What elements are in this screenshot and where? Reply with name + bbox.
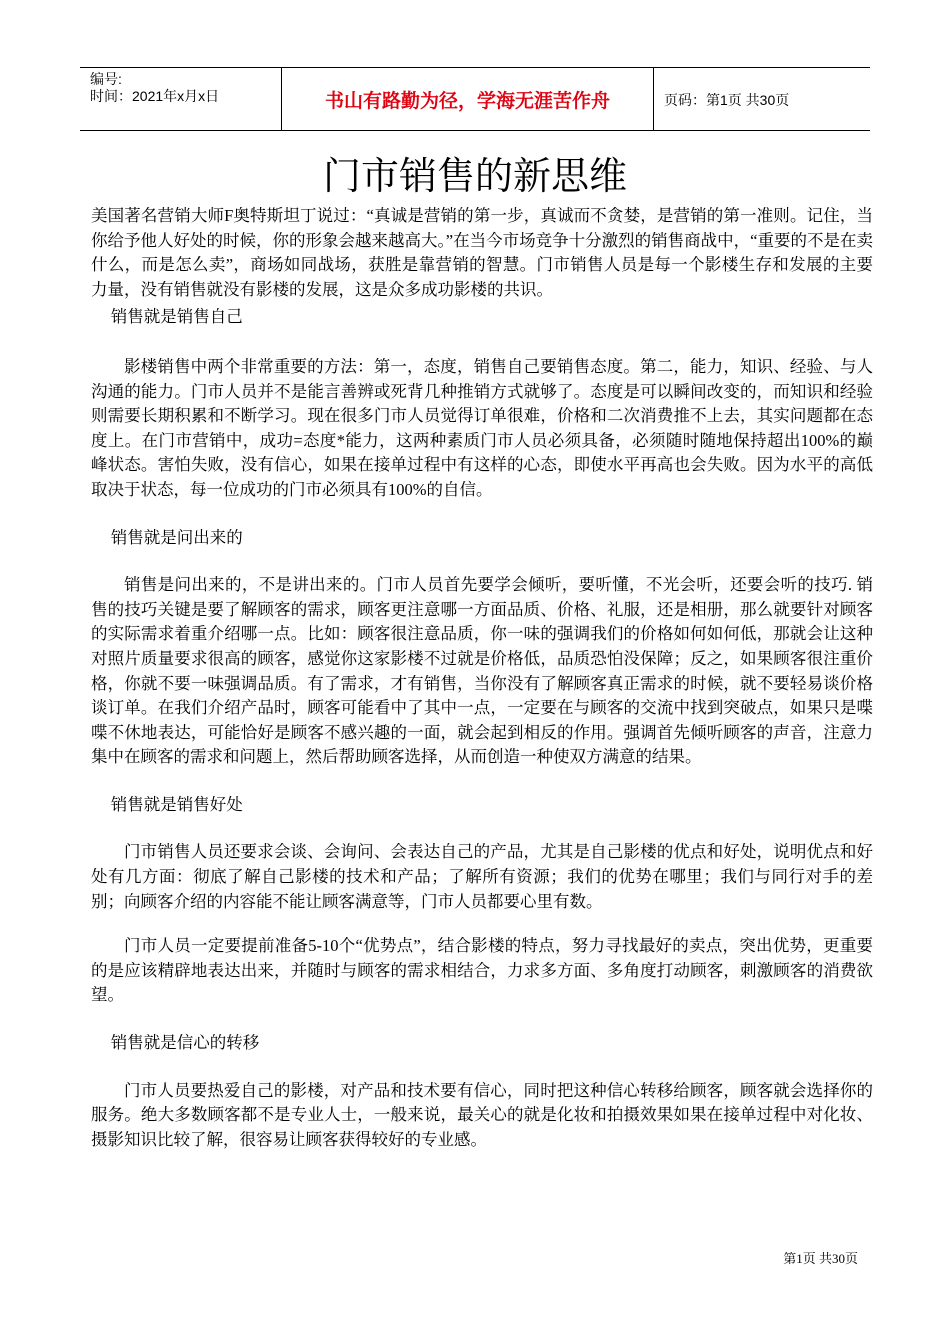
body-paragraph: 销售是问出来的，不是讲出来的。门市人员首先要学会倾听，要听懂，不光会听，还要会听的技巧. 销售的技巧关键是要了解顾客的需求，顾客更注意哪一方面品质、价格、礼服，还是相册，那么就要针对顾客的实际需求着重介绍哪一点。比如：顾客很注意品质，你一味的强调我们的价格如何如何低，那就会让这种对照片质量要求很高的顾客，感觉你这家影楼不过就是价格低，品质恐怕没保障；反之，如果顾客很注重价格，你就不要一味强调品质。有了需求，才有销售，当你没有了解顾客真正需求的时候，就不要轻易谈价格谈订单。在我们介绍产品时，顾客可能看中了其中一点，一定要在与顾客的交流中找到突破点，如果只是喋喋不休地表达，可能恰好是顾客不感兴趣的一面，就会起到相反的作用。强调首先倾听顾客的声音，注意力集中在顾客的需求和问题上，然后帮助顾客选择，从而创造一种使双方满意的结果。 — [91, 575, 873, 767]
intro-paragraph: 美国著名营销大师F奥特斯坦丁说过：“真诚是营销的第一步，真诚而不贪婪，是营销的第一准则。记住，当你给予他人好处的时候，你的形象会越来越高大。”在当今市场竞争十分激烈的销售商战中，“重要的不是在卖什么，而是怎么卖”，商场如同战场，获胜是靠营销的智慧。门市销售人员是每一个影楼生存和发展的主要力量，没有销售就没有影楼的发展，这是众多成功影楼的共识。 — [91, 206, 873, 299]
code-label: 编号: — [90, 71, 122, 87]
body-paragraph: 门市人员要热爱自己的影楼，对产品和技术要有信心，同时把这种信心转移给顾客，顾客就会选择你的服务。绝大多数顾客都不是专业人士，一般来说，最关心的就是化妆和拍摄效果如果在接单过程中对化妆、摄影知识比较了解，很容易让顾客获得较好的专业感。 — [91, 1080, 873, 1149]
footer-page-number: 第1页 共30页 — [783, 1251, 858, 1266]
document-title: 门市销售的新思维 — [322, 156, 627, 198]
document-body — [91, 204, 873, 1152]
motto-banner — [281, 68, 654, 130]
section-heading: 销售就是销售自己 — [110, 307, 243, 327]
section-heading: 销售就是信心的转移 — [110, 1033, 260, 1053]
header-page-label: 页码：第1页 共30页 — [664, 92, 790, 108]
time-label: 时间：2021年x月x日 — [90, 88, 220, 104]
body-paragraph: 门市销售人员还要求会谈、会询问、会表达自己的产品，尤其是自己影楼的优点和好处，说明优点和好处有几方面：彻底了解自己影楼的技术和产品；了解所有资源；我们的优势在哪里；我们与同行对手的差别；向顾客介绍的内容能不能让顾客满意等，门市人员都要心里有数。 — [91, 842, 873, 911]
body-paragraph: 影楼销售中两个非常重要的方法：第一，态度，销售自己要销售态度。第二，能力，知识、经验、与人沟通的能力。门市人员并不是能言善辨或死背几种推销方式就够了。态度是可以瞬间改变的，而知识和经验则需要长期积累和不断学习。现在很多门市人员觉得订单很难，价格和二次消费推不上去，其实问题都在态度上。在门市营销中，成功=态度*能力，这两种素质门市人员必须具备，必须随时随地保持超出100%的巅峰状态。害怕失败，没有信心，如果在接单过程中有这样的心态，即使水平再高也会失败。因为水平的高低取决于状态，每一位成功的门市必须具有100%的自信。 — [91, 356, 873, 499]
section-heading: 销售就是销售好处 — [110, 794, 243, 814]
page-header — [80, 67, 870, 131]
motto-text: 书山有路勤为径，学海无涯苦作舟 — [324, 90, 610, 112]
body-paragraph: 门市人员一定要提前准备5-10个“优势点”，结合影楼的特点，努力寻找最好的卖点，突出优势，更重要的是应该精辟地表达出来，并随时与顾客的需求相结合，力求多方面、多角度打动顾客，刺激顾客的消费欲望。 — [91, 936, 873, 1005]
section-heading: 销售就是问出来的 — [110, 527, 243, 547]
header-info — [90, 71, 219, 105]
